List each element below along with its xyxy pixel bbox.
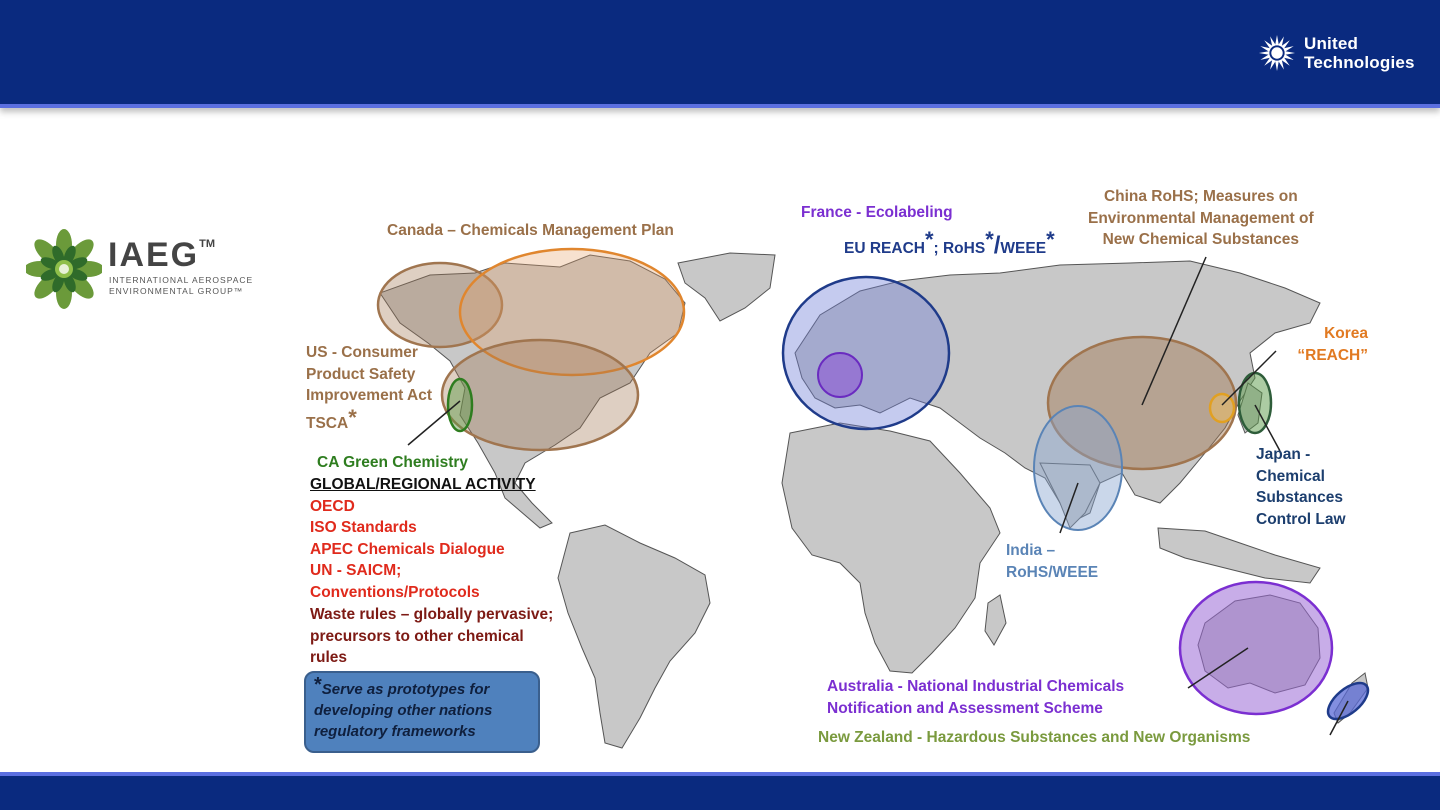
label-waste-line-2: precursors to other chemical bbox=[310, 627, 524, 645]
label-india bbox=[1006, 540, 1098, 583]
label-eu-rohs: RoHS bbox=[942, 240, 986, 257]
sunburst-icon bbox=[1258, 34, 1296, 72]
label-iso: ISO Standards bbox=[310, 519, 417, 536]
circle-ca-green bbox=[448, 379, 472, 431]
flower-emblem-icon bbox=[26, 226, 102, 312]
label-korea-line-2: “REACH” bbox=[1297, 346, 1368, 364]
header-bar bbox=[0, 0, 1440, 108]
label-waste-line-1: Waste rules – globally pervasive; bbox=[310, 606, 554, 623]
circle-india bbox=[1034, 406, 1122, 530]
eu-star-2: * bbox=[985, 227, 994, 252]
label-australia bbox=[827, 676, 1124, 719]
eu-star-3: * bbox=[1046, 227, 1055, 252]
iaeg-subtitle bbox=[109, 275, 253, 297]
footer-bar bbox=[0, 772, 1440, 810]
label-un bbox=[310, 560, 480, 603]
label-eu-reach: EU REACH bbox=[844, 240, 925, 257]
label-japan-line-4: Control Law bbox=[1256, 510, 1346, 528]
label-china-line-3: New Chemical Substances bbox=[1102, 231, 1300, 248]
brand-name bbox=[1304, 34, 1415, 72]
label-japan-line-2: Chemical bbox=[1256, 467, 1325, 485]
brand-line-1: United bbox=[1304, 34, 1359, 53]
iaeg-tm: TM bbox=[199, 238, 216, 250]
label-china-line-2: Environmental Management of bbox=[1088, 209, 1314, 227]
prototype-line-2: developing other nations bbox=[314, 702, 493, 719]
circle-eu bbox=[783, 277, 949, 429]
circle-japan bbox=[1239, 373, 1271, 433]
united-technologies-logo bbox=[1258, 32, 1415, 74]
label-china-line-1: China RoHS; Measures on bbox=[1103, 188, 1298, 205]
label-un-line-2: Conventions/Protocols bbox=[310, 583, 480, 601]
label-us bbox=[306, 342, 432, 407]
label-us-line-2: Product Safety bbox=[306, 365, 416, 383]
label-ca-green: CA Green Chemistry bbox=[317, 454, 469, 471]
label-new-zealand: New Zealand - Hazardous Substances and New Organisms bbox=[818, 729, 1251, 746]
iaeg-sub-line-1: INTERNATIONAL AEROSPACE bbox=[109, 275, 254, 285]
label-un-line-1: UN - SAICM; bbox=[310, 562, 402, 579]
label-korea-line-1: Korea bbox=[1324, 325, 1368, 342]
label-waste bbox=[310, 604, 553, 669]
label-korea bbox=[1290, 323, 1368, 366]
circle-australia bbox=[1180, 582, 1332, 714]
iaeg-sub-line-2: ENVIRONMENTAL GROUP™ bbox=[109, 286, 244, 296]
label-waste-line-3: rules bbox=[310, 649, 348, 666]
prototype-line-3: regulatory frameworks bbox=[314, 723, 476, 740]
label-japan-line-1: Japan - bbox=[1256, 446, 1311, 463]
circle-france bbox=[818, 353, 862, 397]
world-regulations-map bbox=[300, 183, 1370, 757]
label-canada: Canada – Chemicals Management Plan bbox=[387, 222, 674, 239]
label-us-line-3: Improvement Act bbox=[306, 387, 433, 404]
label-india-line-2: RoHS/WEEE bbox=[1006, 563, 1099, 581]
label-tsca bbox=[306, 405, 357, 435]
label-japan-line-3: Substances bbox=[1256, 489, 1344, 506]
iaeg-wordmark bbox=[108, 236, 215, 275]
circle-korea bbox=[1210, 394, 1234, 422]
label-australia-line-1: Australia - National Industrial Chemicals bbox=[827, 678, 1125, 695]
label-china bbox=[1088, 186, 1314, 251]
label-global-heading: GLOBAL/REGIONAL ACTIVITY bbox=[310, 476, 536, 493]
label-australia-line-2: Notification and Assessment Scheme bbox=[827, 699, 1103, 717]
prototype-note-box bbox=[304, 671, 540, 753]
label-oecd: OECD bbox=[310, 498, 355, 515]
label-apec: APEC Chemicals Dialogue bbox=[310, 541, 505, 558]
label-tsca-text: TSCA bbox=[306, 415, 349, 432]
label-france: France - Ecolabeling bbox=[801, 204, 953, 221]
prototype-line-1: Serve as prototypes for bbox=[321, 681, 490, 698]
tsca-star: * bbox=[348, 405, 357, 430]
label-us-line-1: US - Consumer bbox=[306, 344, 418, 361]
iaeg-name: IAEG bbox=[108, 236, 200, 274]
iaeg-logo bbox=[26, 226, 288, 312]
eu-star-1: * bbox=[924, 227, 934, 252]
label-india-line-1: India – bbox=[1006, 542, 1056, 559]
label-eu: EU REACH*; RoHS*/WEEE* bbox=[844, 227, 1055, 259]
prototype-star: * bbox=[314, 674, 322, 696]
label-eu-weee: WEEE bbox=[1000, 240, 1047, 257]
brand-line-2: Technologies bbox=[1304, 53, 1415, 72]
label-japan bbox=[1256, 444, 1346, 530]
